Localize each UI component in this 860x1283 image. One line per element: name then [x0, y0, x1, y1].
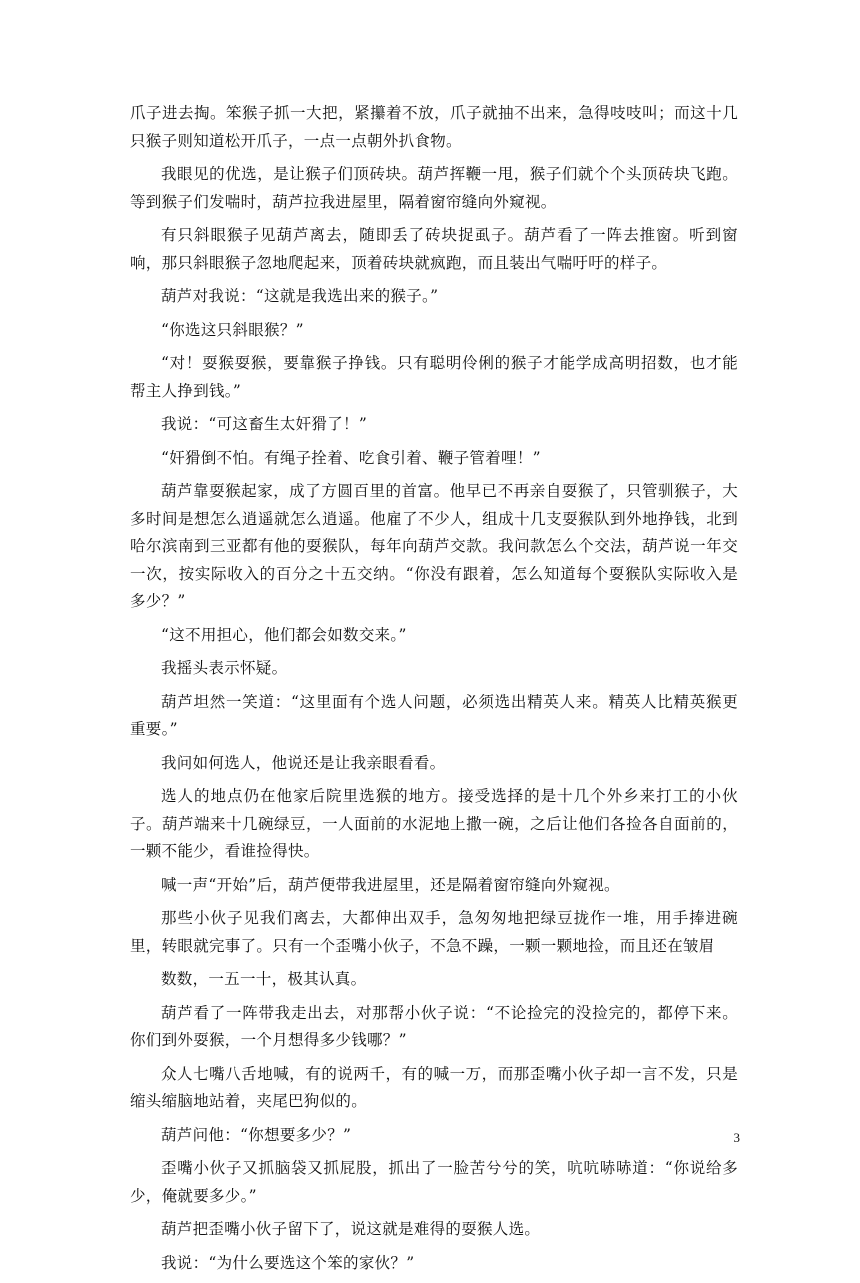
paragraph: “你选这只斜眼猴？” [161, 320, 304, 339]
paragraph: 葫芦对我说：“这就是我选出来的猴子。” [161, 287, 439, 305]
paragraph: 我摇头表示怀疑。 [161, 659, 288, 677]
paragraph: 我说：“为什么要选这个笨的家伙？” [161, 1253, 415, 1272]
paragraph: 选人的地点仍在他家后院里选猴的地方。接受选择的是十几个外乡来打工的小伙子。葫芦端来十几碗绿豆，一人面前的水泥地上撒一碗，之后让他们各捡各自面前的，一颗不能少，看谁捡得快。 [130, 787, 738, 860]
paragraph: “奸猾倒不怕。有绳子拴着、吃食引着、鞭子管着哩！” [161, 448, 541, 467]
paragraph: 葫芦问他：“你想要多少？” [161, 1125, 352, 1144]
page-number: 3 [733, 1130, 740, 1145]
paragraph: 歪嘴小伙子又抓脑袋又抓屁股，抓出了一脸苦兮兮的笑，吭吭哧哧道：“你说给多少，俺就要多少。” [130, 1159, 738, 1205]
document-body [130, 100, 738, 1283]
paragraph: 我说：“可这畜生太奸猾了！” [161, 415, 368, 433]
paragraph: 爪子进去掏。笨猴子抓一大把，紧攥着不放，爪子就抽不出来，急得吱吱叫；而这十几只猴子则知道松开爪子，一点一点朝外扒食物。 [130, 104, 738, 150]
paragraph: 有只斜眼猴子见葫芦离去，随即丢了砖块捉虱子。葫芦看了一阵去推窗。听到窗响，那只斜眼猴子忽地爬起来，顶着砖块就疯跑，而且装出气喘吁吁的样子。 [130, 226, 738, 272]
paragraph: 葫芦坦然一笑道：“这里面有个选人问题，必须选出精英人来。精英人比精英猴更重要。” [130, 692, 738, 738]
paragraph: 葫芦把歪嘴小伙子留下了，说这就是难得的耍猴人选。 [161, 1220, 541, 1238]
paragraph: 那些小伙子见我们离去，大都伸出双手，急匆匆地把绿豆拢作一堆，用手捧进碗里，转眼就完事了。只有一个歪嘴小伙子，不急不躁，一颗一颗地捡，而且还在皱眉 [130, 909, 738, 955]
paragraph: 我眼见的优选，是让猴子们顶砖块。葫芦挥鞭一甩，猴子们就个个头顶砖块飞跑。等到猴子们发喘时，葫芦拉我进屋里，隔着窗帘缝向外窥视。 [130, 165, 738, 211]
paragraph: 喊一声“开始”后，葫芦便带我进屋里，还是隔着窗帘缝向外窥视。 [161, 875, 620, 894]
paragraph: 我问如何选人，他说还是让我亲眼看看。 [161, 753, 446, 772]
paragraph: 葫芦看了一阵带我走出去，对那帮小伙子说：“不论捡完的没捡完的，都停下来。你们到外耍猴，一个月想得多少钱哪？” [130, 1003, 738, 1049]
paragraph: 葫芦靠耍猴起家，成了方圆百里的首富。他早已不再亲自耍猴了，只管驯猴子，大多时间是想怎么逍遥就怎么逍遥。他雇了不少人，组成十几支耍猴队到外地挣钱，北到哈尔滨南到三亚都有他的耍猴队，每年向葫芦交款。我问款怎么个交法，葫芦说一年交一次，按实际收入的百分之十五交纳。“你没有跟着，怎么知道每个耍猴队实际收入是多少？” [130, 482, 738, 610]
paragraph: “对！耍猴耍猴，要靠猴子挣钱。只有聪明伶俐的猴子才能学成高明招数，也才能帮主人挣到钱。” [130, 354, 738, 400]
paragraph: “这不用担心，他们都会如数交来。” [161, 625, 407, 644]
paragraph: 众人七嘴八舌地喊，有的说两千，有的喊一万，而那歪嘴小伙子却一言不发，只是缩头缩脑地站着，夹尾巴狗似的。 [130, 1064, 738, 1110]
paragraph: 数数，一五一十，极其认真。 [161, 970, 367, 988]
